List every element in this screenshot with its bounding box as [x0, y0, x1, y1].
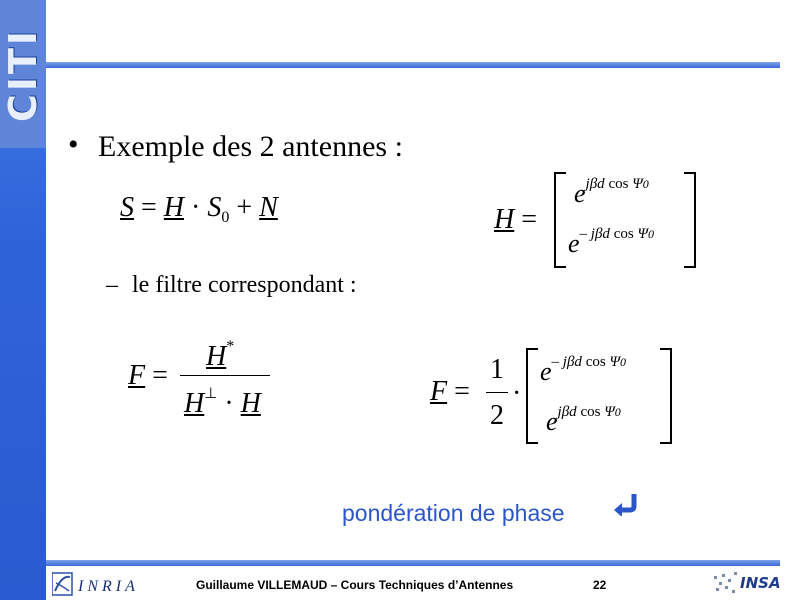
page-number: 22 — [593, 578, 607, 592]
sidebar — [0, 0, 46, 600]
top-divider — [46, 62, 780, 68]
multiply-dot: · — [512, 378, 522, 409]
footer-text: Guillaume VILLEMAUD – Cours Techniques d’Antennes — [196, 578, 514, 592]
f-bracket-left — [526, 348, 538, 444]
half-denominator: 2 — [490, 400, 504, 431]
equation-f2-lhs: F = — [430, 376, 470, 407]
citi-logo-text: CITI — [1, 27, 45, 123]
inria-logo-text: INRIA — [78, 578, 139, 595]
h-element-2: $e^{- j\beta d cos \Psi 0}$ — [568, 226, 654, 258]
slide-heading: Exemple des 2 antennes : — [98, 130, 403, 163]
bottom-divider — [46, 560, 780, 566]
sub-bullet-marker: – — [106, 272, 118, 298]
f-element-1: $e^{- j\beta d cos \Psi 0}$ — [540, 354, 626, 386]
slide-subheading: le filtre correspondant : — [132, 272, 357, 298]
inria-logo — [52, 571, 152, 597]
return-arrow-icon[interactable] — [612, 492, 640, 516]
f-denominator: H⊥ · H — [184, 386, 261, 419]
equation-signal: $S = H \cdot S_0 + N$ — [120, 192, 278, 226]
insa-logo-text: INSA — [740, 574, 781, 592]
half-fraction-bar — [486, 392, 508, 393]
insa-logo — [712, 568, 794, 598]
bullet-marker: • — [68, 128, 79, 161]
half-numerator: 1 — [490, 354, 504, 385]
h-bracket-left — [554, 172, 566, 268]
h-element-1: $e^{j\beta d cos \Psi 0}$ — [574, 176, 649, 208]
equation-h-lhs: H = — [494, 204, 538, 235]
equation-f-lhs: F = — [128, 360, 168, 391]
f-bracket-right — [660, 348, 672, 444]
citi-logo — [0, 0, 46, 148]
f-numerator: H* — [206, 338, 235, 372]
h-bracket-right — [684, 172, 696, 268]
phase-weighting-note: pondération de phase — [342, 500, 565, 526]
fraction-bar — [180, 375, 270, 376]
f-element-2: $e^{j\beta d cos \Psi 0}$ — [546, 404, 621, 436]
